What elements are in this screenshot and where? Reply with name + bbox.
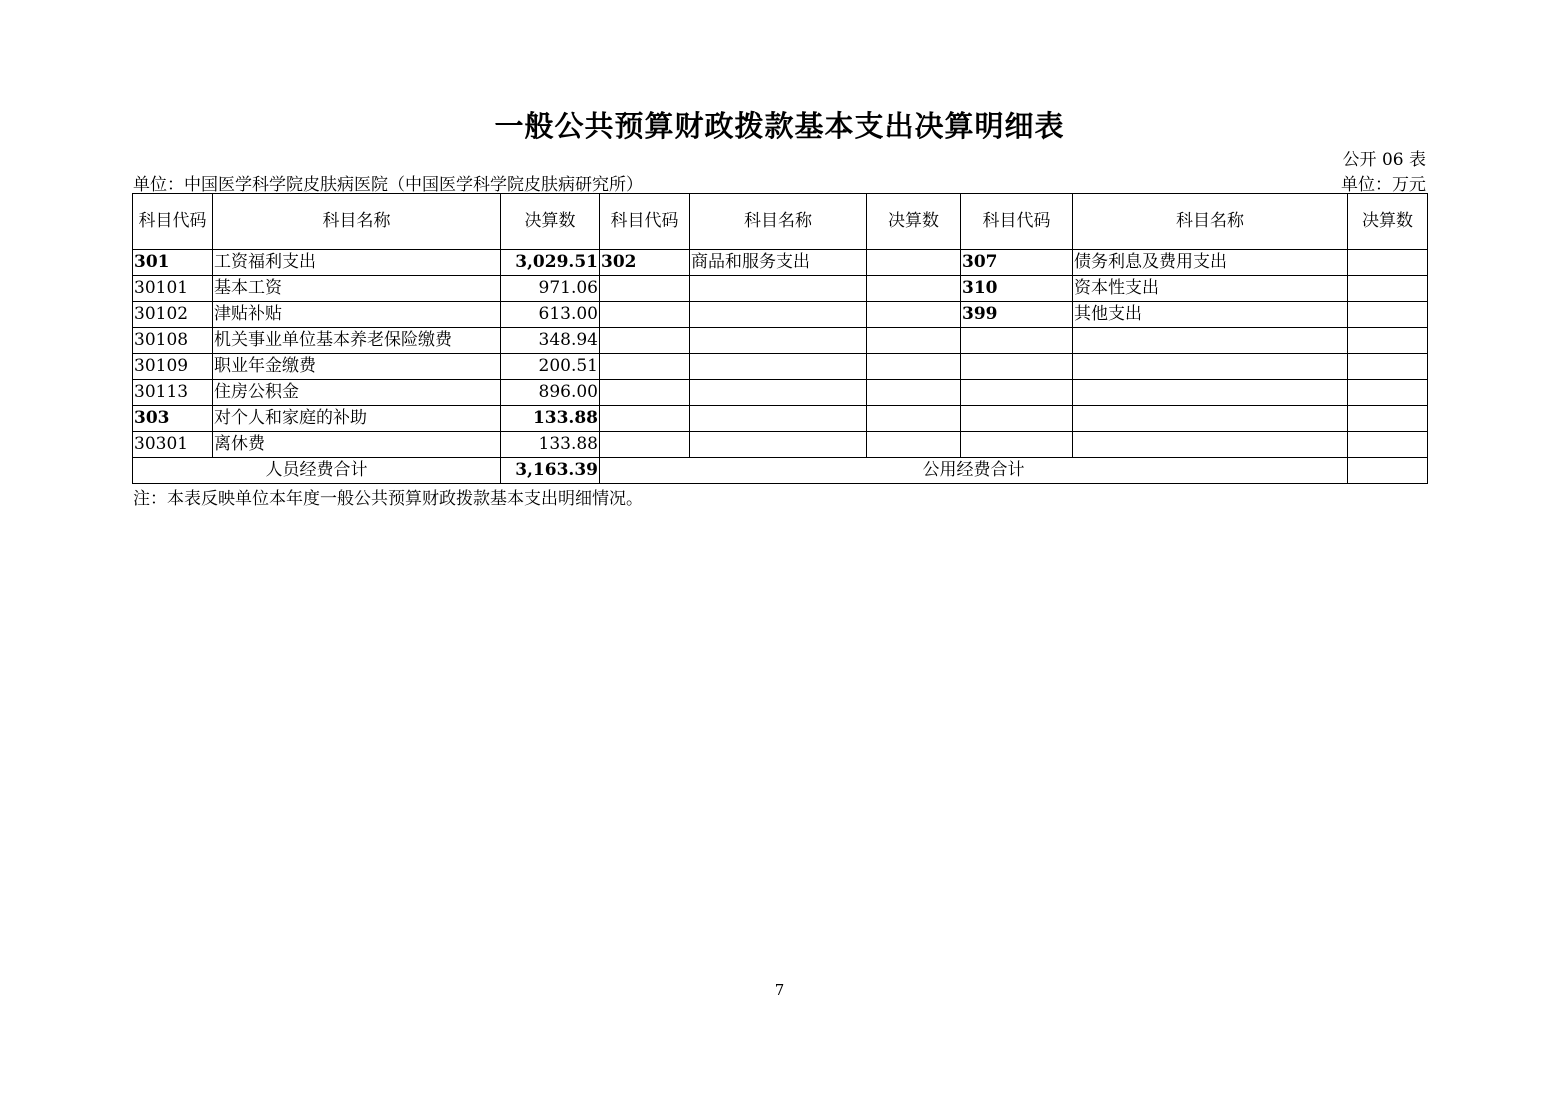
table-row [133,276,1428,302]
cell-amount-1: 896.00 [501,380,600,406]
unit-currency: 单位：万元 [1341,175,1426,195]
cell-amount-1: 200.51 [501,354,600,380]
totals-row [133,458,1428,484]
table-row [133,432,1428,458]
cell-name-2 [690,380,867,406]
cell-name-3: 债务利息及费用支出 [1073,250,1348,276]
header-row [133,194,1428,250]
cell-code-1: 30301 [133,432,213,458]
table-row [133,250,1428,276]
table-number: 公开 06 表 [1342,150,1426,170]
table-note: 注：本表反映单位本年度一般公共预算财政拨款基本支出明细情况。 [133,489,643,509]
cell-name-2 [690,432,867,458]
cell-name-1: 津贴补贴 [213,302,501,328]
expenditure-table [132,193,1428,484]
table-row [133,406,1428,432]
cell-name-1: 工资福利支出 [213,250,501,276]
cell-name-3 [1073,432,1348,458]
cell-amount-1: 133.88 [501,432,600,458]
cell-name-1: 机关事业单位基本养老保险缴费 [213,328,501,354]
page-number: 7 [774,981,785,999]
cell-code-3 [961,406,1073,432]
cell-amount-1: 133.88 [501,406,600,432]
cell-code-2 [600,354,690,380]
cell-code-3 [961,354,1073,380]
cell-name-3: 资本性支出 [1073,276,1348,302]
cell-code-2 [600,406,690,432]
personnel-total-value: 3,163.39 [501,458,600,484]
cell-code-3: 310 [961,276,1073,302]
cell-code-1: 301 [133,250,213,276]
cell-name-1: 对个人和家庭的补助 [213,406,501,432]
cell-name-3: 其他支出 [1073,302,1348,328]
cell-code-3 [961,328,1073,354]
cell-name-2 [690,328,867,354]
cell-amount-3 [1348,250,1428,276]
cell-code-1: 30109 [133,354,213,380]
cell-code-1: 30113 [133,380,213,406]
cell-code-2 [600,432,690,458]
cell-code-2 [600,302,690,328]
header-name-3: 科目名称 [1073,194,1348,250]
cell-name-3 [1073,354,1348,380]
cell-amount-1: 3,029.51 [501,250,600,276]
header-name-1: 科目名称 [213,194,501,250]
header-name-2: 科目名称 [690,194,867,250]
cell-name-2 [690,302,867,328]
cell-name-1: 职业年金缴费 [213,354,501,380]
cell-code-3 [961,380,1073,406]
table-row [133,354,1428,380]
cell-amount-1: 971.06 [501,276,600,302]
personnel-total-label: 人员经费合计 [133,458,501,484]
header-code-3: 科目代码 [961,194,1073,250]
cell-code-2 [600,328,690,354]
cell-name-2 [690,354,867,380]
cell-name-2: 商品和服务支出 [690,250,867,276]
cell-amount-2 [867,250,961,276]
header-code-2: 科目代码 [600,194,690,250]
cell-amount-2 [867,354,961,380]
cell-code-3: 307 [961,250,1073,276]
cell-name-1: 住房公积金 [213,380,501,406]
cell-amount-2 [867,432,961,458]
cell-amount-3 [1348,302,1428,328]
cell-amount-1: 613.00 [501,302,600,328]
cell-name-3 [1073,380,1348,406]
cell-name-1: 基本工资 [213,276,501,302]
table-row [133,302,1428,328]
cell-name-1: 离休费 [213,432,501,458]
cell-amount-3 [1348,328,1428,354]
table-row [133,328,1428,354]
cell-amount-2 [867,328,961,354]
cell-amount-3 [1348,380,1428,406]
cell-amount-2 [867,276,961,302]
cell-code-3 [961,432,1073,458]
cell-code-2 [600,276,690,302]
public-total-label: 公用经费合计 [600,458,1348,484]
cell-code-1: 30101 [133,276,213,302]
public-total-value [1348,458,1428,484]
cell-code-2 [600,380,690,406]
cell-amount-3 [1348,406,1428,432]
header-code-1: 科目代码 [133,194,213,250]
header-amount-2: 决算数 [867,194,961,250]
cell-amount-2 [867,380,961,406]
cell-amount-2 [867,406,961,432]
cell-amount-3 [1348,276,1428,302]
cell-code-1: 303 [133,406,213,432]
cell-code-1: 30108 [133,328,213,354]
page-title: 一般公共预算财政拨款基本支出决算明细表 [494,109,1065,143]
cell-name-3 [1073,328,1348,354]
header-amount-3: 决算数 [1348,194,1428,250]
cell-code-3: 399 [961,302,1073,328]
cell-code-1: 30102 [133,302,213,328]
header-amount-1: 决算数 [501,194,600,250]
cell-name-3 [1073,406,1348,432]
table-row [133,380,1428,406]
cell-code-2: 302 [600,250,690,276]
cell-amount-3 [1348,432,1428,458]
cell-amount-3 [1348,354,1428,380]
cell-name-2 [690,406,867,432]
unit-organization: 单位：中国医学科学院皮肤病医院（中国医学科学院皮肤病研究所） [133,175,643,195]
cell-amount-2 [867,302,961,328]
cell-amount-1: 348.94 [501,328,600,354]
cell-name-2 [690,276,867,302]
